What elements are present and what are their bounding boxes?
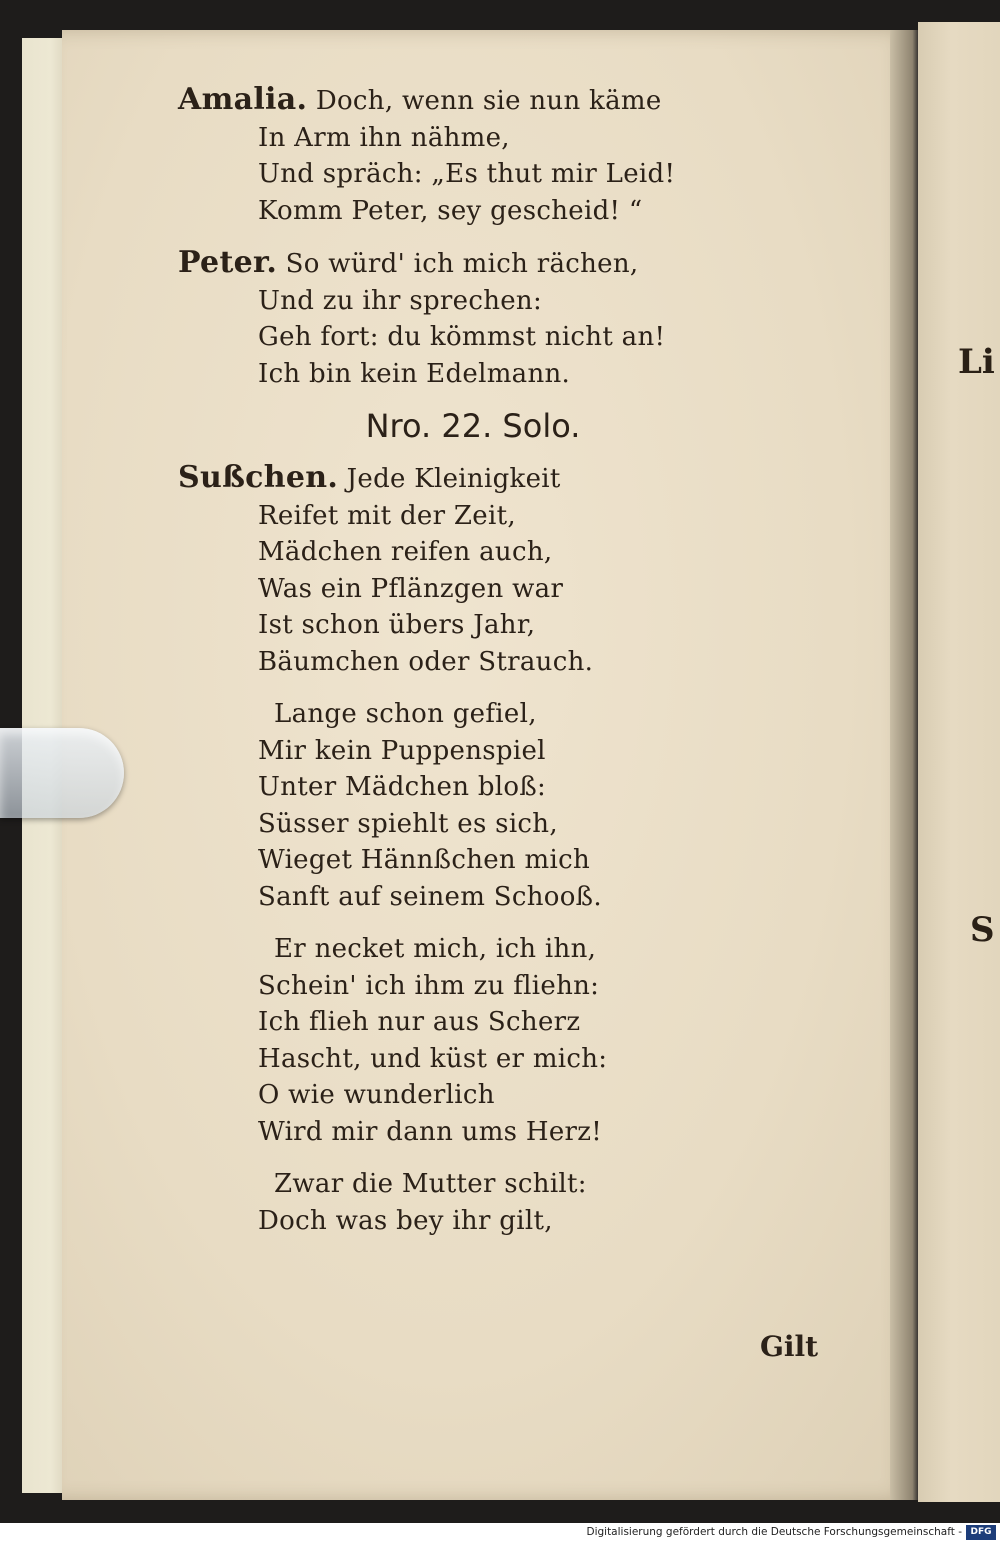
text-line	[178, 460, 798, 498]
page-clip	[0, 728, 124, 818]
text-line: Wieget Hännßchen mich	[258, 845, 591, 875]
text-line: Zwar die Mutter schilt:	[274, 1169, 587, 1199]
text-line: Mädchen reifen auch,	[258, 537, 553, 567]
facing-page-fragment: S	[970, 910, 995, 950]
text-line: Wird mir dann ums Herz!	[258, 1116, 603, 1147]
text-line: Doch was bey ihr gilt,	[258, 1205, 553, 1236]
text-line: Reifet mit der Zeit,	[258, 500, 516, 531]
text-line: O wie wunderlich	[258, 1080, 495, 1110]
verse-text: So würd' ich mich rächen,	[285, 249, 639, 279]
speaker-name: Amalia.	[178, 82, 308, 117]
speaker-name: Peter.	[178, 245, 278, 280]
text-line	[178, 245, 798, 283]
text-line: Komm Peter, sey gescheid! “	[258, 195, 643, 226]
text-line: Unter Mädchen bloß:	[258, 772, 547, 802]
text-line: Und spräch: „Es thut mir Leid!	[258, 159, 676, 189]
text-line: Mir kein Puppenspiel	[258, 735, 546, 766]
text-line: Ich bin kein Edelmann.	[258, 358, 571, 389]
text-line: In Arm ihn nähme,	[258, 122, 510, 153]
dfg-logo: DFG	[966, 1525, 996, 1540]
text-line: Was ein Pflänzgen war	[258, 573, 564, 604]
text-line: Sanft auf seinem Schooß.	[258, 881, 602, 912]
text-line: Ist schon übers Jahr,	[258, 610, 536, 640]
text-line: Lange schon gefiel,	[274, 699, 537, 729]
page-text	[178, 82, 798, 1239]
footer-credit: Digitalisierung gefördert durch die Deutsche Forschungsgemeinschaft -	[586, 1526, 962, 1538]
text-line: Süsser spiehlt es sich,	[258, 808, 558, 839]
catchword: Gilt	[760, 1330, 819, 1363]
text-line: Geh fort: du kömmst nicht an!	[258, 322, 666, 352]
facing-page-fragment: Li	[958, 342, 995, 382]
text-line: Und zu ihr sprechen:	[258, 285, 543, 316]
text-line: Er necket mich, ich ihn,	[274, 934, 597, 964]
text-line: Bäumchen oder Strauch.	[258, 646, 594, 677]
verse-text: Doch, wenn sie nun käme	[315, 86, 662, 116]
section-heading: Nro. 22. Solo.	[365, 407, 581, 445]
text-line: Ich flieh nur aus Scherz	[258, 1007, 581, 1037]
page-gutter	[890, 30, 918, 1500]
text-line: Hascht, und küst er mich:	[258, 1043, 608, 1074]
speaker-name: Sußchen.	[178, 460, 339, 495]
facing-page	[918, 22, 1000, 1502]
text-line	[178, 82, 798, 120]
text-line: Schein' ich ihm zu fliehn:	[258, 970, 600, 1001]
verse-text: Jede Kleinigkeit	[346, 464, 561, 494]
footer-bar	[0, 1523, 1000, 1544]
